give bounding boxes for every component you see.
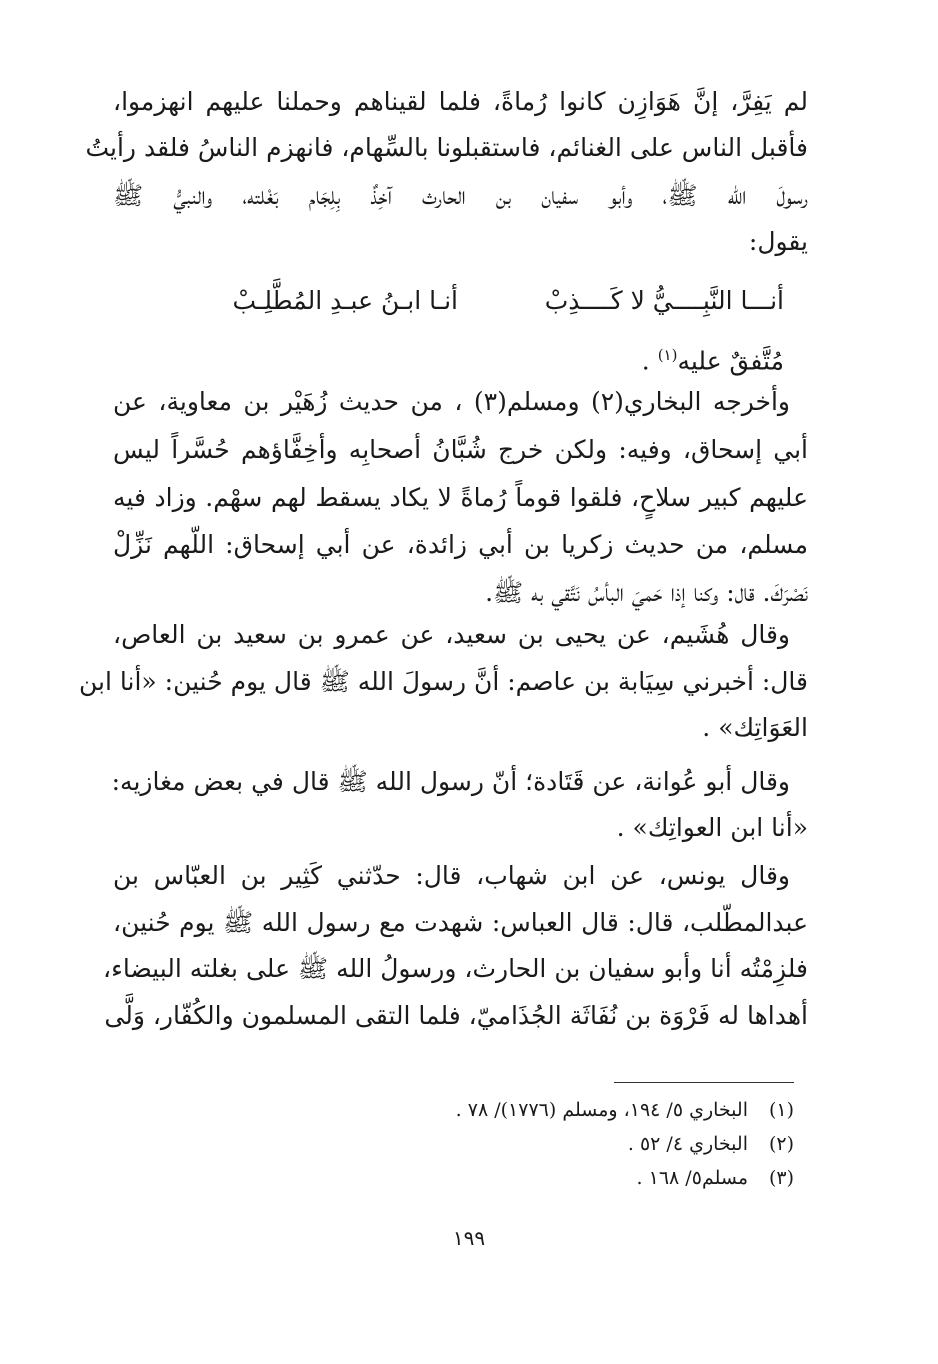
verse-left-hemistich: أنـا ابـنُ عبـدِ المُطَّلِـبْ <box>232 286 458 315</box>
text-line: وأخرجه البخاري(٢) ومسلم(٣) ، من حديث زُهَيْر بن معاوية، عن <box>113 387 791 416</box>
verse-right-hemistich: أنـــا النَّبِــــيُّ لا كَــــذِبْ <box>544 286 784 315</box>
text-line: عبدالمطّلب، قال: قال العباس: شهدت مع رسول الله ﷺ يوم حُنين، <box>113 908 808 937</box>
verse-closing-end: . <box>641 346 658 376</box>
text-line: عليهم كبير سلاحٍ، فلقوا قوماً رُماةً لا يكاد يسقط لهم سهْم. وزاد فيه <box>113 483 808 512</box>
footnote-divider <box>614 1082 794 1083</box>
footnote-number: (٢) <box>768 1133 794 1155</box>
text-line: أبي إسحاق، وفيه: ولكن خرج شُبَّانُ أصحابِه وأخِفَّاؤهم حُسَّراً ليس <box>113 435 808 464</box>
footnote-number: (١) <box>768 1099 794 1121</box>
footnote-text: البخاري ٤/ ٥٢ . <box>627 1133 748 1155</box>
text-line: يقول: <box>748 227 808 256</box>
page-number: ١٩٩ <box>452 1226 486 1250</box>
text-line: وقال يونس، عن ابن شهاب، قال: حدّثني كَثِير بن العبّاس بن <box>113 861 790 890</box>
text-line: فأقبل الناس على الغنائم، فاستقبلونا بالسِّهام، فانهزم الناسُ فلقد رأيتُ <box>85 133 808 162</box>
text-line: أهداها له فَرْوَة بن نُفَاثَة الجُذَاميّ، فلما التقى المسلمون والكُفّار، وَلَّى <box>104 1001 808 1030</box>
footnote <box>628 1130 794 1158</box>
text-line: نَصْرَكَ. قال: وكنا إذا حَميَ البأسُ نَتَّقي به ﷺ. <box>485 578 808 607</box>
footnote-text: البخاري ٥/ ١٩٤، ومسلم (١٧٧٦)/ ٧٨ . <box>455 1099 748 1121</box>
text-line: فلزِمْتُه أنا وأبو سفيان بن الحارث، ورسولُ الله ﷺ على بغلته البيضاء، <box>103 954 808 983</box>
footnote-text: مسلم٥/ ١٦٨ . <box>636 1167 748 1189</box>
text-line: العَوَاتِك» . <box>702 713 808 742</box>
text-line: قال: أخبرني سِيَابة بن عاصم: أنَّ رسولَ الله ﷺ قال يوم حُنين: «أنا ابن <box>79 667 808 696</box>
text-line: مسلم، من حديث زكريا بن أبي زائدة، عن أبي إسحاق: اللّهم نَزِّلْ <box>113 530 808 559</box>
text-line: وقال هُشَيم، عن يحيى بن سعيد، عن عمرو بن سعيد بن العاص، <box>113 620 790 649</box>
footnote <box>637 1164 794 1192</box>
verse-closing-text: مُتَّفقٌ عليه <box>677 346 784 376</box>
footnote <box>456 1096 794 1124</box>
text-line: «أنا ابن العواتِك» . <box>616 813 808 842</box>
footnote-marker: (١) <box>657 346 678 364</box>
text-line: رسولَ الله ﷺ، وأبو سفيان بن الحارث آخِذٌ بِلِجَام بَغْلته، والنبيُّ ﷺ <box>113 181 808 210</box>
verse-closing-line <box>642 335 784 381</box>
text-line: وقال أبو عُوانة، عن قَتَادة؛ أنّ رسول الله ﷺ قال في بعض مغازيه: <box>111 767 790 796</box>
text-line: لم يَفِرَّ، إنَّ هَوَازِن كانوا رُماةً، فلما لقيناهم وحملنا عليهم انهزموا، <box>113 87 808 116</box>
footnote-number: (٣) <box>768 1167 794 1189</box>
